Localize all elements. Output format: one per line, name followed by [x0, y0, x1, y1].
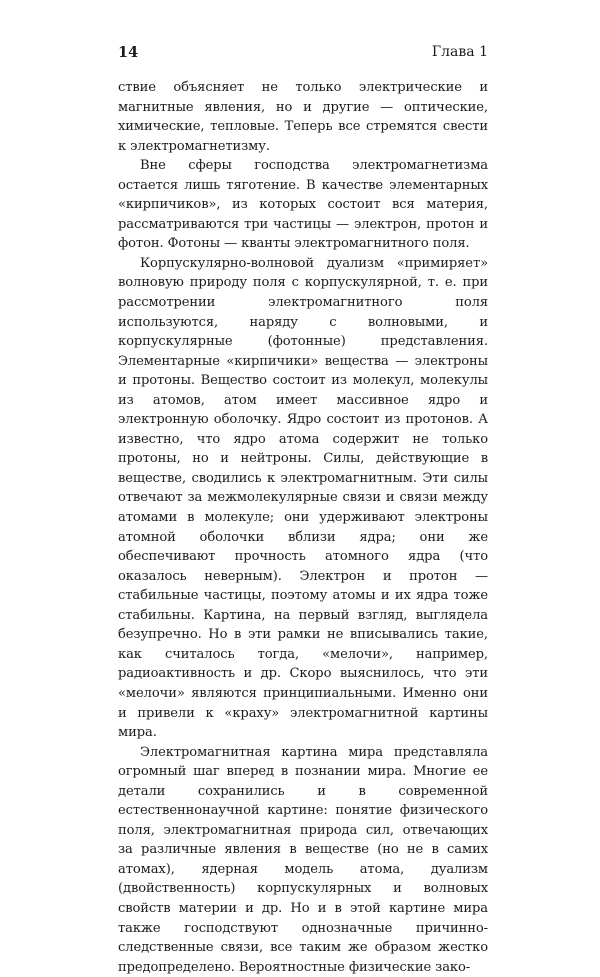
paragraph-3: Корпускулярно-волновой дуализм «примиряет» волновую природу поля с корпускулярной, т. е. при рассмотрении электромагнитного поля используются, наряду с волновыми, и корпускулярные (фотонные) представления. Элементарные «кирпичики» вещества — электроны и протоны. Вещество состоит из молекул, молекулы из атомов, атом имеет массивное ядро и электронную оболочку. Ядро состоит из протонов. А известно, что ядро атома содержит не только протоны, но и нейтроны. Силы, действующие в веществе, сводились к электромагнитным. Эти силы отвечают за межмолекулярные связи и связи между атомами в молекуле; они удерживают электроны атомной оболочки вблизи ядра; они же обеспечивают прочность атомного ядра (что оказалось неверным). Электрон и протон — стабильные частицы, поэтому атомы и их ядра тоже стабильны. Картина, на первый взгляд, выглядела безупречно. Но в эти рамки не вписывались такие, как считалось тогда, «мелочи», например, радиоактивность и др. Скоро выяснилось, что эти «мелочи» являются принципиальными. Именно они и привели к «краху» электромагнитной картины мира. — [118, 255, 488, 741]
chapter-title: Глава 1 — [431, 44, 488, 60]
page-number: 14 — [118, 44, 139, 61]
paragraph-1: ствие объясняет не только электрические и магнитные явления, но и другие — оптические, химические, тепловые. Теперь все стремятся свести к электромагнетизму. — [118, 80, 488, 154]
running-head — [118, 44, 488, 66]
body-text — [118, 78, 488, 977]
paragraph-4: Электромагнитная картина мира представляла огромный шаг вперед в познании мира. Многие ее детали сохранились и в современной естественнонаучной картине: понятие физического поля, электромагнитная природа сил, отвечающих за различные явления в веществе (но не в самих атомах), ядерная модель атома, дуализм (двойственность) корпускулярных и волновых свойств материи и др. Но и в этой картине мира также господствуют однозначные причинно-следственные связи, все таким же образом жестко предопределено. Вероятностные физические зако- — [118, 744, 488, 975]
paragraph-2: Вне сферы господства электромагнетизма остается лишь тяготение. В качестве элементарных «кирпичиков», из которых состоит вся материя, рассматриваются три частицы — электрон, протон и фотон. Фотоны — кванты электромагнитного поля. — [118, 158, 488, 252]
